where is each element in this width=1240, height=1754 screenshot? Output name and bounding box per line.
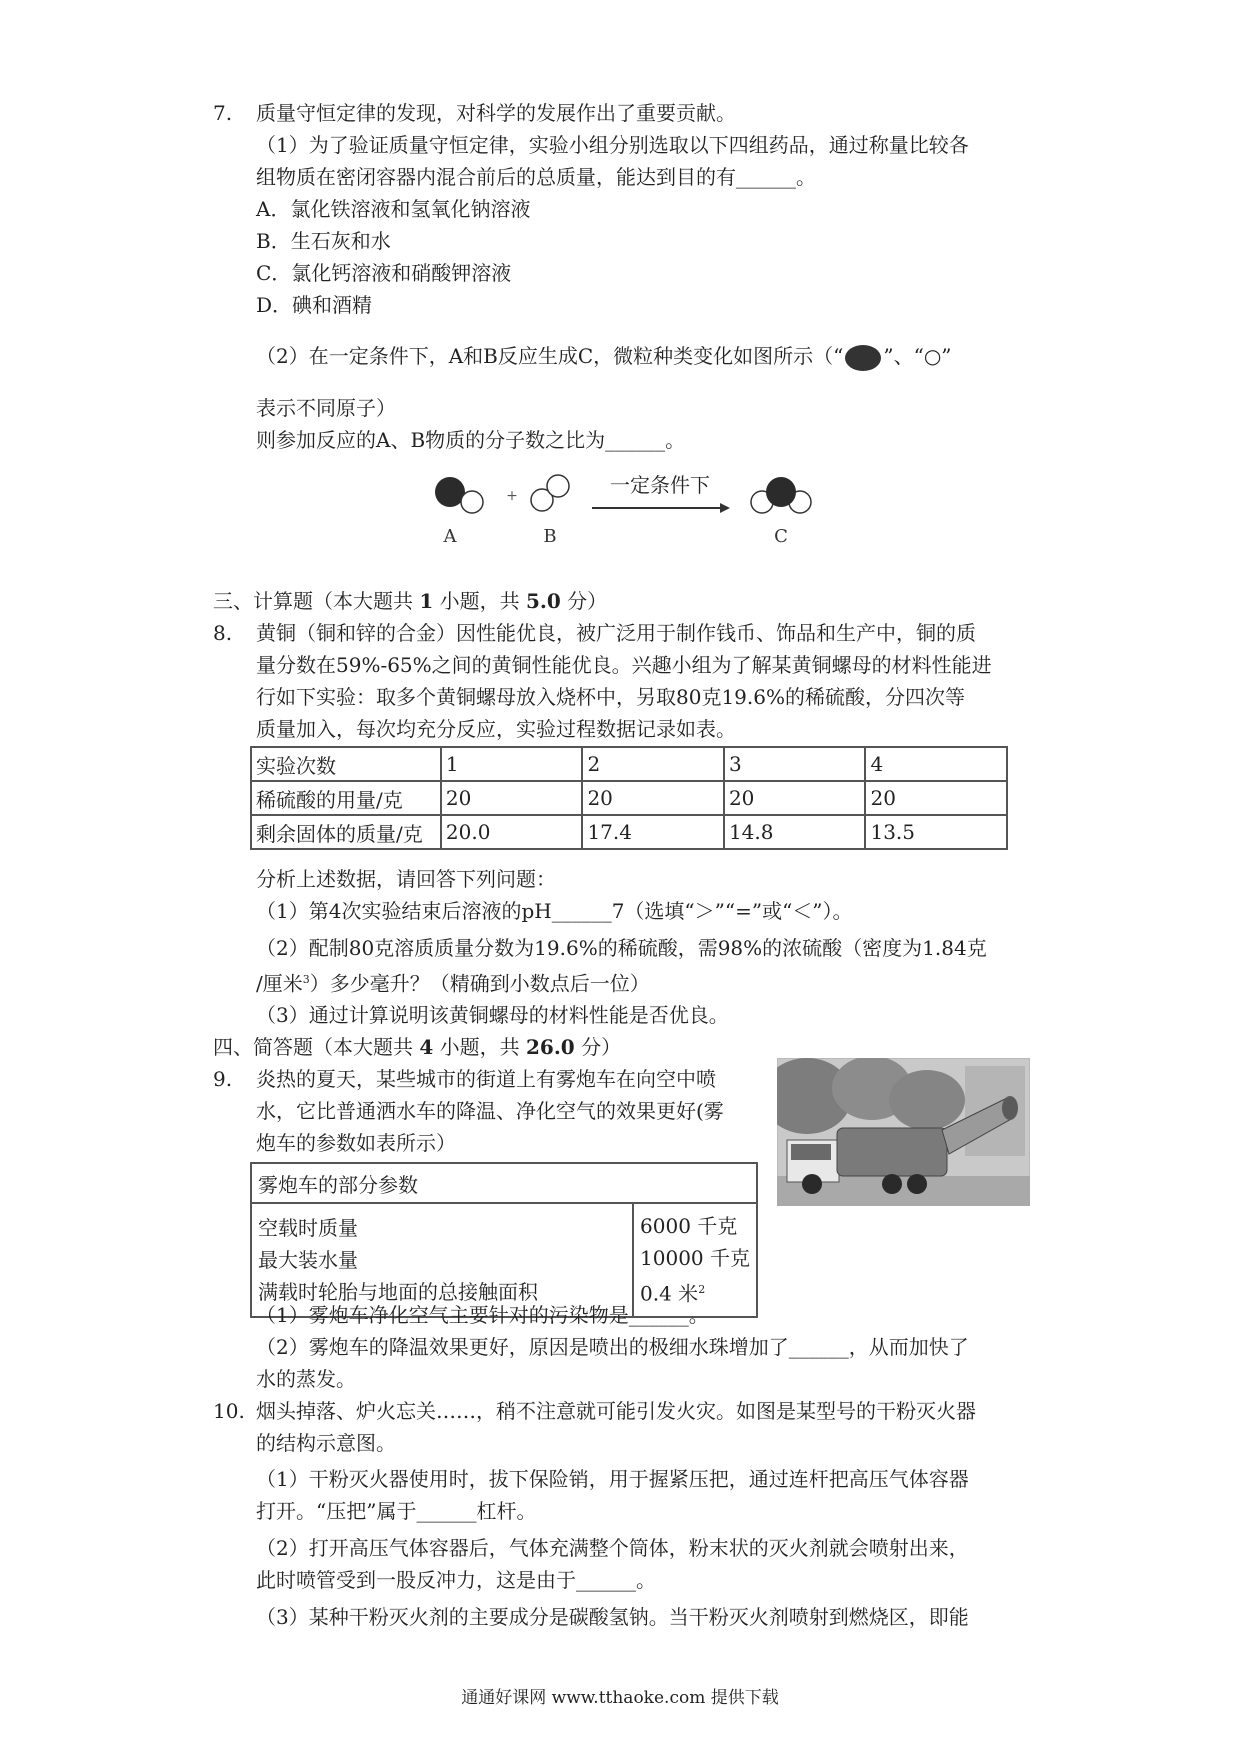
table-cell: 20 [441,781,583,815]
q9-line2: 水，它比普通洒水车的降温、净化空气的效果更好(雾 [256,1099,724,1123]
table-row [251,815,1007,849]
q10-subquestion-2-line2: 此时喷管受到一股反冲力，这是由于______。 [256,1568,656,1592]
section-3-middle: 小题，共 [433,589,526,613]
q8-s2-prefix: /厘米 [256,971,303,996]
question-9-number: 9. [213,1067,233,1091]
q9-subquestion-2-line2: 水的蒸发。 [256,1367,356,1391]
question-8-number: 8. [213,621,233,645]
section-4-suffix: 分） [574,1035,622,1059]
label-c: C [774,526,788,547]
experiment-data-table [250,746,1008,850]
molecule-c-icon [751,477,811,513]
table-cell: 20 [724,781,866,815]
q9-line3: 炮车的参数如表所示） [256,1131,456,1155]
table-cell: 1 [441,747,583,781]
q7-option-d: D．碘和酒精 [256,293,373,317]
table-cell: 20 [865,781,1007,815]
q8-subquestion-3: （3）通过计算说明该黄铜螺母的材料性能是否优良。 [256,1003,729,1027]
param-values-cell [633,1203,757,1317]
plus-sign: + [506,488,518,504]
q10-subquestion-3-line1: （3）某种干粉灭火剂的主要成分是碳酸氢钠。当干粉灭火剂喷射到燃烧区，即能 [256,1605,969,1629]
table-row [251,747,1007,781]
q8-after-table: 分析上述数据，请回答下列问题： [256,867,556,891]
table-row [251,1203,757,1317]
superscript: 3 [302,973,310,986]
molecule-b-icon [531,475,569,511]
q10-line2: 的结构示意图。 [256,1431,396,1455]
q10-subquestion-2-line1: （2）打开高压气体容器后，气体充满整个筒体，粉末状的灭火剂就会喷射出来， [256,1536,969,1560]
section-3-heading [213,588,607,614]
section-3-prefix: 三、计算题（本大题共 [213,589,420,613]
q9-line1: 炎热的夏天，某些城市的街道上有雾炮车在向空中喷 [256,1067,716,1091]
q7-part2-suffix: ”、“○” [883,344,952,368]
params-table-title: 雾炮车的部分参数 [251,1163,757,1203]
molecule-a-icon [435,477,483,513]
fog-cannon-truck-image [777,1058,1030,1206]
table-cell: 20.0 [441,815,583,849]
param-value: 10000 千克 [640,1246,750,1270]
section-4-count: 4 [419,1035,434,1059]
q7-part1-line2: 组物质在密闭容器内混合前后的总质量，能达到目的有______。 [256,165,816,189]
table-cell: 14.8 [724,815,866,849]
section-3-suffix: 分） [560,589,608,613]
section-4-prefix: 四、简答题（本大题共 [213,1035,420,1059]
param-value: 6000 千克 [640,1214,738,1238]
reaction-arrow-icon [592,503,730,513]
q7-option-a: A．氯化铁溶液和氢氧化钠溶液 [256,197,531,221]
reaction-diagram [400,470,820,550]
param-value: 0.4 米 [640,1281,699,1306]
param-name: 空载时质量 [258,1215,358,1240]
q7-part2-line1 [256,343,952,371]
table-cell: 4 [865,747,1007,781]
q8-line2: 量分数在59%-65%之间的黄铜性能优良。兴趣小组为了解某黄铜螺母的材料性能进 [256,653,992,677]
table-row [251,1163,757,1203]
q7-part2-line3: 则参加反应的A、B物质的分子数之比为______。 [256,428,686,452]
label-b: B [543,526,557,547]
table-cell: 17.4 [582,815,724,849]
param-names-cell [251,1203,633,1317]
q9-subquestion-2-line1: （2）雾炮车的降温效果更好，原因是喷出的极细水珠增加了______，从而加快了 [256,1335,969,1359]
table-cell: 实验次数 [251,747,441,781]
q7-option-b: B．生石灰和水 [256,229,391,253]
reaction-condition: 一定条件下 [610,473,710,497]
label-a: A [443,526,457,547]
q8-line3: 行如下实验：取多个黄铜螺母放入烧杯中，另取80克19.6%的稀硫酸，分四次等 [256,685,965,709]
question-7-title: 质量守恒定律的发现，对科学的发展作出了重要贡献。 [256,101,736,125]
table-cell: 13.5 [865,815,1007,849]
q10-line1: 烟头掉落、炉火忘关……，稍不注意就可能引发火灾。如图是某型号的干粉灭火器 [256,1399,976,1423]
table-cell: 3 [724,747,866,781]
question-7-number: 7. [213,101,233,125]
q10-subquestion-1-line1: （1）干粉灭火器使用时，拔下保险销，用于握紧压把，通过连杆把高压气体容器 [256,1467,969,1491]
q8-subquestion-2-line1: （2）配制80克溶质质量分数为19.6%的稀硫酸，需98%的浓硫酸（密度为1.84克 [256,936,987,960]
q7-part1-line1: （1）为了验证质量守恒定律，实验小组分别选取以下四组药品，通过称量比较各 [256,133,969,157]
section-4-middle: 小题，共 [433,1035,526,1059]
q7-option-c: C．氯化钙溶液和硝酸钾溶液 [256,261,512,285]
q9-subquestion-1: （1）雾炮车净化空气主要针对的污染物是______。 [256,1303,709,1327]
table-cell: 剩余固体的质量/克 [251,815,441,849]
q8-line4: 质量加入，每次均充分反应，实验过程数据记录如表。 [256,717,736,741]
table-row [251,781,1007,815]
q8-line1: 黄铜（铜和锌的合金）因性能优良，被广泛用于制作钱币、饰品和生产中，铜的质 [256,621,976,645]
q10-subquestion-1-line2: 打开。“压把”属于______杠杆。 [256,1499,537,1523]
section-4-score: 26.0 [526,1035,575,1059]
page-footer: 通通好课网 www.tthaoke.com 提供下载 [461,1688,779,1708]
q7-part2-prefix: （2）在一定条件下，A和B反应生成C，微粒种类变化如图所示（“ [256,344,844,368]
superscript: 2 [698,1283,706,1296]
table-cell: 2 [582,747,724,781]
q8-s2-suffix: ）多少毫升？（精确到小数点后一位） [309,971,650,996]
param-name: 最大装水量 [258,1247,358,1272]
q8-subquestion-1: （1）第4次实验结束后溶液的pH______7（选填“＞”“=”或“＜”）。 [256,899,853,923]
black-atom-icon [845,345,881,371]
q8-subquestion-2-line2 [256,967,650,997]
table-cell: 稀硫酸的用量/克 [251,781,441,815]
section-3-score: 5.0 [526,589,561,613]
q7-part2-line2: 表示不同原子） [256,396,396,420]
section-3-count: 1 [419,589,434,613]
section-4-heading [213,1034,621,1060]
question-10-number: 10. [213,1399,245,1423]
param-name: 满载时轮胎与地面的总接触面积 [258,1279,538,1304]
table-cell: 20 [582,781,724,815]
fog-cannon-params-table [250,1162,758,1318]
